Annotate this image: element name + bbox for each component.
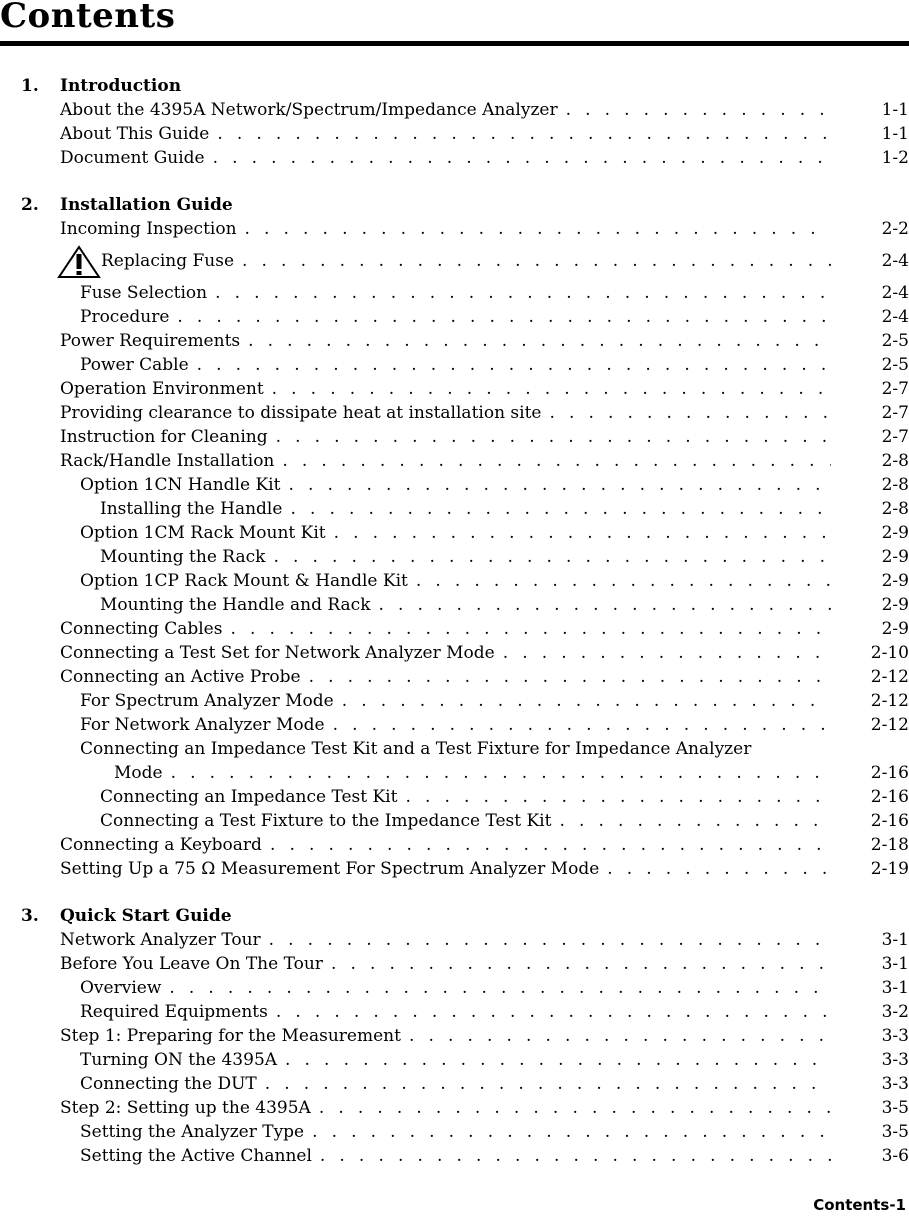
chapter-heading[interactable] (0, 74, 909, 98)
toc-entry[interactable] (0, 449, 909, 473)
toc-page-number: 2-16 (870, 811, 909, 831)
toc-page-number: 2-12 (870, 715, 909, 735)
dot-leader (0, 1072, 831, 1096)
toc-entry-text: Connecting Cables (60, 619, 230, 639)
toc-page-number: 2-7 (881, 379, 909, 399)
toc-entry[interactable] (0, 857, 909, 881)
toc-page-number: 2-8 (881, 499, 909, 519)
toc-entry[interactable] (0, 928, 909, 952)
dot-leader (0, 641, 831, 665)
dot-leader (0, 617, 831, 641)
toc-entry[interactable] (0, 329, 909, 353)
dot-leader (0, 761, 831, 785)
toc-entry-text: Step 1: Preparing for the Measurement (60, 1026, 409, 1046)
toc-page-number: 2-16 (870, 787, 909, 807)
toc-page-number: 2-12 (870, 691, 909, 711)
toc-page-number: 2-5 (881, 355, 909, 375)
dot-leader (0, 1048, 831, 1072)
toc-entry[interactable] (0, 809, 909, 833)
dot-leader (0, 1144, 831, 1168)
toc-page-number: 2-2 (881, 219, 909, 239)
toc-page-number: 2-12 (870, 667, 909, 687)
toc-entry[interactable] (0, 641, 909, 665)
toc-entry-text: Document Guide (60, 148, 213, 168)
dot-leader (0, 1024, 831, 1048)
toc-entry[interactable] (0, 377, 909, 401)
toc-page-number: 2-18 (870, 835, 909, 855)
toc-entry-text: Rack/Handle Installation (60, 451, 282, 471)
toc-entry-text: Incoming Inspection (60, 219, 245, 239)
toc-entry[interactable] (0, 146, 909, 170)
chapter-heading[interactable] (0, 904, 909, 928)
toc-page-number: 3-5 (881, 1098, 909, 1118)
toc-entry-text: Power Requirements (60, 331, 248, 351)
dot-leader (0, 122, 831, 146)
dot-leader (0, 425, 831, 449)
toc-entry-text: Before You Leave On The Tour (60, 954, 331, 974)
dot-leader (0, 809, 831, 833)
toc-entry[interactable] (0, 473, 909, 497)
dot-leader (0, 401, 831, 425)
dot-leader (0, 473, 831, 497)
toc-entry[interactable] (0, 1048, 909, 1072)
toc-page-number: 2-8 (881, 475, 909, 495)
toc-entry-text: Connecting a Keyboard (60, 835, 270, 855)
toc-entry-text: Turning ON the 4395A (80, 1050, 285, 1070)
dot-leader (0, 569, 831, 593)
toc-entry-text: Option 1CP Rack Mount & Handle Kit (80, 571, 416, 591)
dot-leader (0, 665, 831, 689)
toc-page-number: 2-4 (881, 283, 909, 303)
toc-page-number: 2-19 (870, 859, 909, 879)
toc-page-number: 2-8 (881, 451, 909, 471)
toc-entry[interactable] (0, 1024, 909, 1048)
toc-entry-text: Connecting an Impedance Test Kit and a Test Fixture for Impedance Analyzer (80, 739, 752, 759)
dot-leader (0, 217, 831, 241)
toc-entry[interactable] (0, 976, 909, 1000)
toc-entry[interactable] (0, 497, 909, 521)
warning-icon (57, 245, 101, 279)
toc-entry[interactable] (0, 98, 909, 122)
toc-entry[interactable] (0, 1144, 909, 1168)
toc-page-number: 2-7 (881, 427, 909, 447)
dot-leader (0, 713, 831, 737)
dot-leader (0, 833, 831, 857)
chapter-heading[interactable] (0, 193, 909, 217)
chapter-title: Installation Guide (60, 195, 233, 215)
dot-leader (0, 377, 831, 401)
dot-leader (0, 952, 831, 976)
toc-entry-text: Installing the Handle (100, 499, 290, 519)
toc-entry-text: Replacing Fuse (101, 251, 242, 271)
dot-leader (0, 857, 831, 881)
chapter-number: 3. (21, 906, 39, 926)
toc-entry-text: Connecting an Active Probe (60, 667, 309, 687)
toc-entry-text: Required Equipments (80, 1002, 276, 1022)
toc-page-number: 1-2 (881, 148, 909, 168)
toc-entry-text: For Spectrum Analyzer Mode (80, 691, 342, 711)
dot-leader (0, 976, 831, 1000)
toc-entry[interactable] (0, 217, 909, 241)
dot-leader (0, 449, 831, 473)
toc-entry[interactable] (0, 713, 909, 737)
dot-leader (0, 241, 831, 281)
chapter-number: 2. (21, 195, 39, 215)
toc-entry-text: Connecting the DUT (80, 1074, 265, 1094)
dot-leader (0, 353, 831, 377)
toc-entry[interactable] (0, 1096, 909, 1120)
toc-entry[interactable] (0, 401, 909, 425)
toc-entry[interactable] (0, 241, 909, 281)
toc-entry-text: Power Cable (80, 355, 197, 375)
toc-entry-text: Operation Environment (60, 379, 272, 399)
dot-leader (0, 281, 831, 305)
dot-leader (0, 1096, 831, 1120)
toc-page-number: 1-1 (881, 124, 909, 144)
toc-entry-text: Setting Up a 75 Ω Measurement For Spectrum Analyzer Mode (60, 859, 607, 879)
toc-entry[interactable] (0, 665, 909, 689)
toc-entry[interactable] (0, 737, 909, 785)
toc-entry[interactable] (0, 833, 909, 857)
toc-entry[interactable] (0, 689, 909, 713)
toc-entry-text: About the 4395A Network/Spectrum/Impedance Analyzer (60, 100, 566, 120)
toc-page-number: 3-1 (881, 978, 909, 998)
dot-leader (0, 689, 831, 713)
toc-page-number: 2-16 (870, 763, 909, 783)
toc-entry-text: Overview (80, 978, 169, 998)
toc-entry-text: Network Analyzer Tour (60, 930, 269, 950)
toc-page-number: 3-3 (881, 1050, 909, 1070)
toc-entry[interactable] (0, 425, 909, 449)
toc-entry-text-continued: Mode (114, 763, 171, 783)
dot-leader (0, 146, 831, 170)
toc-entry-text: Connecting a Test Fixture to the Impedance Test Kit (100, 811, 559, 831)
toc-entry[interactable] (0, 545, 909, 569)
dot-leader (0, 305, 831, 329)
toc-entry[interactable] (0, 281, 909, 305)
toc-entry[interactable] (0, 785, 909, 809)
toc-page-number: 1-1 (881, 100, 909, 120)
dot-leader (0, 593, 831, 617)
toc-entry[interactable] (0, 952, 909, 976)
toc-page-number: 2-7 (881, 403, 909, 423)
toc-entry-text: About This Guide (60, 124, 217, 144)
chapter-title: Quick Start Guide (60, 906, 232, 926)
dot-leader (0, 521, 831, 545)
toc-page-number: 3-6 (881, 1146, 909, 1166)
toc-entry-text: Option 1CM Rack Mount Kit (80, 523, 334, 543)
toc-page-number: 3-1 (881, 954, 909, 974)
toc-entry-text: Connecting an Impedance Test Kit (100, 787, 405, 807)
toc-entry[interactable] (0, 1000, 909, 1024)
toc-entry[interactable] (0, 569, 909, 593)
toc-entry[interactable] (0, 353, 909, 377)
toc-page-number: 3-2 (881, 1002, 909, 1022)
dot-leader (0, 928, 831, 952)
toc-entry-text: Step 2: Setting up the 4395A (60, 1098, 319, 1118)
toc-entry-text: Providing clearance to dissipate heat at installation site (60, 403, 549, 423)
toc-page-number: 3-3 (881, 1074, 909, 1094)
dot-leader (0, 1120, 831, 1144)
toc-page-number: 2-9 (881, 619, 909, 639)
dot-leader (0, 329, 831, 353)
toc-page-number: 2-4 (881, 251, 909, 271)
page-footer: Contents-1 (813, 1196, 906, 1214)
chapter-section (0, 193, 909, 881)
toc-entry-text: Mounting the Rack (100, 547, 273, 567)
toc-entry-text: For Network Analyzer Mode (80, 715, 333, 735)
toc-entry[interactable] (0, 305, 909, 329)
toc-entry[interactable] (0, 1072, 909, 1096)
toc-page-number: 3-5 (881, 1122, 909, 1142)
toc-entry[interactable] (0, 122, 909, 146)
toc-page-number: 2-9 (881, 595, 909, 615)
toc-entry-text: Option 1CN Handle Kit (80, 475, 288, 495)
toc-entry-text: Setting the Active Channel (80, 1146, 320, 1166)
dot-leader (0, 98, 831, 122)
toc-entry[interactable] (0, 1120, 909, 1144)
chapter-section (0, 904, 909, 1168)
toc-page-number: 2-9 (881, 547, 909, 567)
toc-page-number: 3-3 (881, 1026, 909, 1046)
toc-page-number: 2-9 (881, 571, 909, 591)
toc-entry-text: Instruction for Cleaning (60, 427, 276, 447)
toc-page-number: 2-9 (881, 523, 909, 543)
chapter-section (0, 74, 909, 170)
toc-entry[interactable] (0, 521, 909, 545)
toc-page-number: 3-1 (881, 930, 909, 950)
toc-entry[interactable] (0, 593, 909, 617)
toc-entry-text: Setting the Analyzer Type (80, 1122, 312, 1142)
chapter-title: Introduction (60, 76, 182, 96)
toc-page-number: 2-5 (881, 331, 909, 351)
dot-leader (0, 545, 831, 569)
table-of-contents (0, 74, 909, 1191)
title-rule (0, 41, 909, 46)
chapter-number: 1. (21, 76, 39, 96)
dot-leader (0, 785, 831, 809)
toc-page-number: 2-10 (870, 643, 909, 663)
toc-entry[interactable] (0, 617, 909, 641)
toc-entry-text: Fuse Selection (80, 283, 215, 303)
dot-leader (0, 497, 831, 521)
toc-page-number: 2-4 (881, 307, 909, 327)
dot-leader (0, 1000, 831, 1024)
toc-entry-text: Connecting a Test Set for Network Analyzer Mode (60, 643, 503, 663)
toc-entry-text: Mounting the Handle and Rack (100, 595, 379, 615)
page-title: Contents (0, 0, 176, 36)
toc-entry-text: Procedure (80, 307, 177, 327)
